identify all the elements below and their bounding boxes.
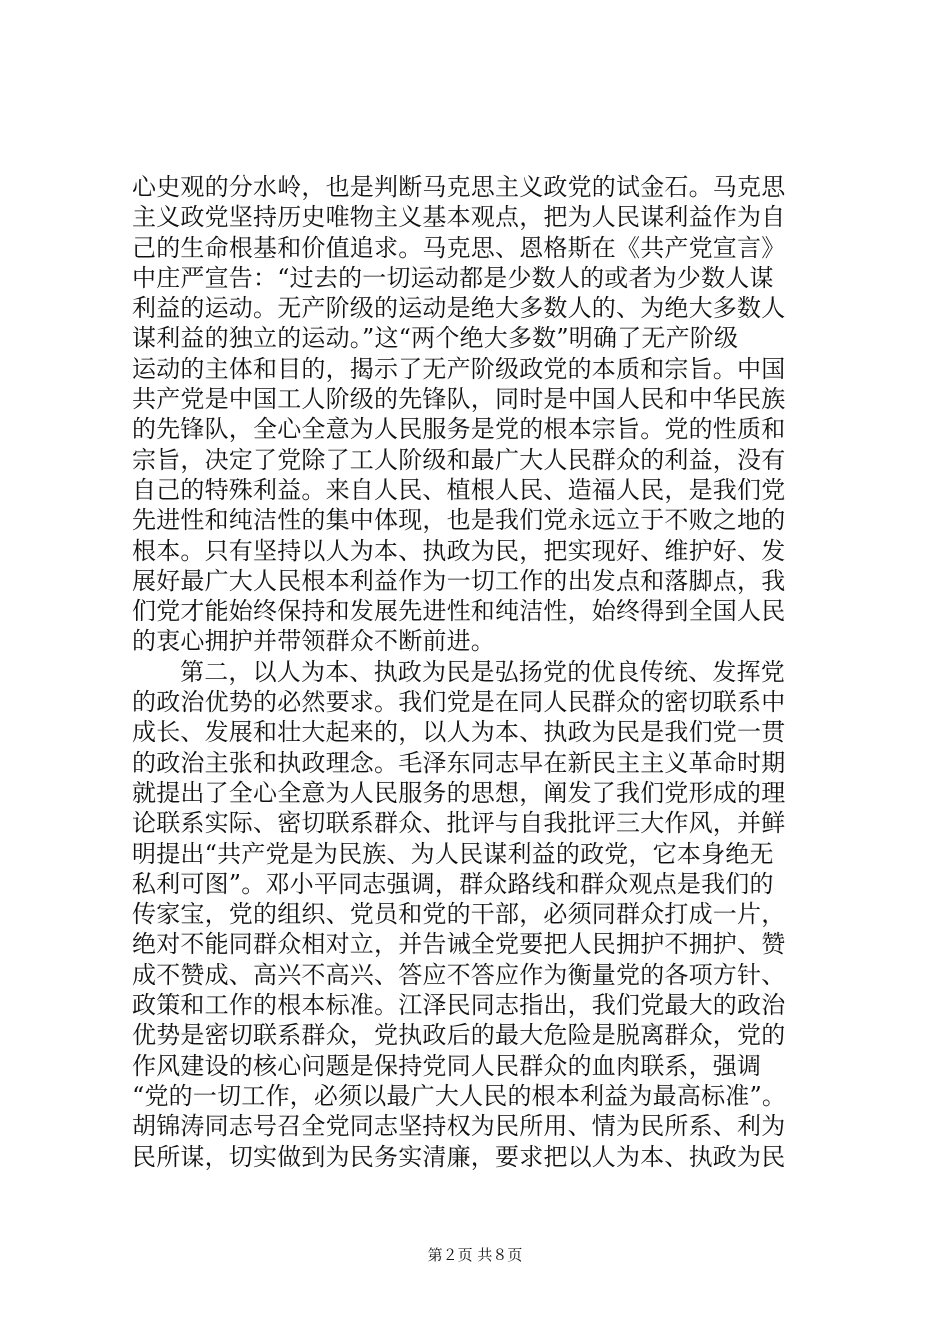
- text-line: 心史观的分水岭，也是判断马克思主义政党的试金石。马克思: [132, 173, 786, 201]
- text-line: 绝对不能同群众相对立，并告诫全党要把人民拥护不拥护、赞: [132, 930, 786, 959]
- body-text: [132, 172, 832, 1172]
- text-line: “党的一切工作，必须以最广大人民的根本利益为最高标准”。: [132, 1081, 787, 1110]
- text-line: 谋利益的独立的运动。”这“两个绝大多数”明确了无产阶级: [132, 324, 739, 353]
- text-line: 的政治主张和执政理念。毛泽东同志早在新民主主义革命时期: [132, 748, 786, 777]
- text-line: 自己的特殊利益。来自人民、植根人民、造福人民，是我们党: [132, 475, 786, 504]
- text-line: 成长、发展和壮大起来的，以人为本、执政为民是我们党一贯: [132, 718, 786, 747]
- page-footer: 第２页 共８页: [427, 1246, 523, 1264]
- text-line: 己的生命根基和价值追求。马克思、恩格斯在《共产党宣言》: [132, 233, 786, 262]
- text-line: 运动的主体和目的，揭示了无产阶级政党的本质和宗旨。中国: [132, 354, 786, 383]
- text-line: 胡锦涛同志号召全党同志坚持权为民所用、情为民所系、利为: [132, 1112, 786, 1141]
- text-line: 宗旨，决定了党除了工人阶级和最广大人民群众的利益，没有: [132, 445, 786, 474]
- text-line: 传家宝，党的组织、党员和党的干部，必须同群众打成一片，: [132, 900, 786, 929]
- text-line: 成不赞成、高兴不高兴、答应不答应作为衡量党的各项方针、: [132, 960, 786, 989]
- text-line: 论联系实际、密切联系群众、批评与自我批评三大作风，并鲜: [132, 809, 786, 838]
- text-line: 的先锋队，全心全意为人民服务是党的根本宗旨。党的性质和: [132, 415, 786, 444]
- text-line: 明提出“共产党是为民族、为人民谋利益的政党，它本身绝无: [132, 839, 774, 868]
- text-line: 作风建设的核心问题是保持党同人民群众的血肉联系，强调: [132, 1051, 762, 1080]
- text-line: 们党才能始终保持和发展先进性和纯洁性，始终得到全国人民: [132, 597, 786, 626]
- text-line: 第二，以人为本、执政为民是弘扬党的优良传统、发挥党: [180, 657, 785, 686]
- text-line: 优势是密切联系群众，党执政后的最大危险是脱离群众，党的: [132, 1021, 786, 1050]
- text-line: 民所谋，切实做到为民务实清廉，要求把以人为本、执政为民: [132, 1142, 786, 1171]
- text-line: 的政治优势的必然要求。我们党是在同人民群众的密切联系中: [132, 688, 786, 717]
- text-line: 展好最广大人民根本利益作为一切工作的出发点和落脚点，我: [132, 566, 786, 595]
- text-line: 私利可图”。邓小平同志强调，群众路线和群众观点是我们的: [132, 869, 774, 898]
- text-line: 就提出了全心全意为人民服务的思想，阐发了我们党形成的理: [132, 778, 786, 807]
- text-line: 先进性和纯洁性的集中体现，也是我们党永远立于不败之地的: [132, 506, 786, 535]
- text-line: 的衷心拥护并带领群众不断前进。: [132, 627, 495, 656]
- text-line: 主义政党坚持历史唯物主义基本观点，把为人民谋利益作为自: [132, 203, 786, 232]
- text-line: 政策和工作的根本标准。江泽民同志指出，我们党最大的政治: [132, 991, 786, 1020]
- text-line: 共产党是中国工人阶级的先锋队，同时是中国人民和中华民族: [132, 385, 786, 414]
- text-line: 根本。只有坚持以人为本、执政为民，把实现好、维护好、发: [132, 536, 786, 565]
- text-line: 利益的运动。无产阶级的运动是绝大多数人的、为绝大多数人: [132, 294, 786, 323]
- text-line: 中庄严宣告：“过去的一切运动都是少数人的或者为少数人谋: [132, 263, 774, 292]
